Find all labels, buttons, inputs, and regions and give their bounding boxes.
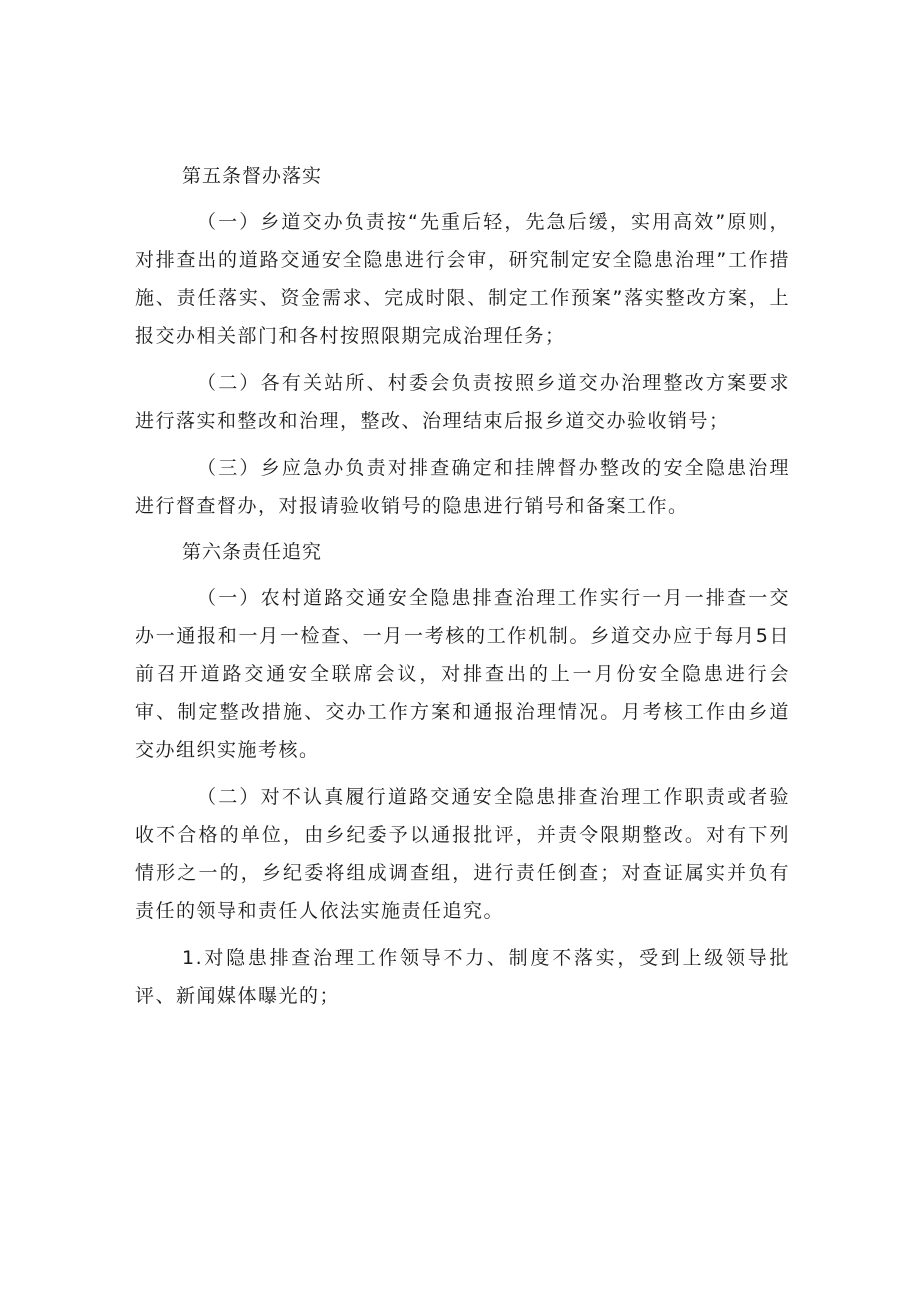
article-5-item-3: （三）乡应急办负责对排查确定和挂牌督办整改的安全隐患治理进行督查督办，对报请验收销号的隐患进行销号和备案工作。 — [135, 457, 790, 517]
article-6-item-1: （一）农村道路交通安全隐患排查治理工作实行一月一排查一交办一通报和一月一检查、一月一考核的工作机制。乡道交办应于每月5日前召开道路交通安全联席会议，对排查出的上一月份安全隐患进行会审、制定整改措施、交办工作方案和通报治理情况。月考核工作由乡道交办组织实施考核。 — [135, 587, 790, 761]
article-5-item-1: （一）乡道交办负责按“先重后轻，先急后缓，实用高效”原则，对排查出的道路交通安全隐患进行会审，研究制定安全隐患治理”工作措施、责任落实、资金需求、完成时限、制定工作预案”落实整改方案，上报交办相关部门和各村按照限期完成治理任务； — [135, 211, 790, 347]
document-body — [135, 158, 790, 1024]
article-6-numbered-item-1: 1.对隐患排查治理工作领导不力、制度不落实，受到上级领导批评、新闻媒体曝光的； — [135, 947, 790, 1007]
article-6-heading: 第六条责任追究 — [182, 541, 323, 563]
article-5-heading: 第五条督办落实 — [182, 165, 323, 187]
article-6-item-2: （二）对不认真履行道路交通安全隐患排查治理工作职责或者验收不合格的单位，由乡纪委予以通报批评，并责令限期整改。对有下列情形之一的，乡纪委将组成调查组，进行责任倒查；对查证属实并负有责任的领导和责任人依法实施责任追究。 — [135, 786, 790, 922]
article-5-item-2: （二）各有关站所、村委会负责按照乡道交办治理整改方案要求进行落实和整改和治理，整改、治理结束后报乡道交办验收销号； — [135, 372, 790, 432]
